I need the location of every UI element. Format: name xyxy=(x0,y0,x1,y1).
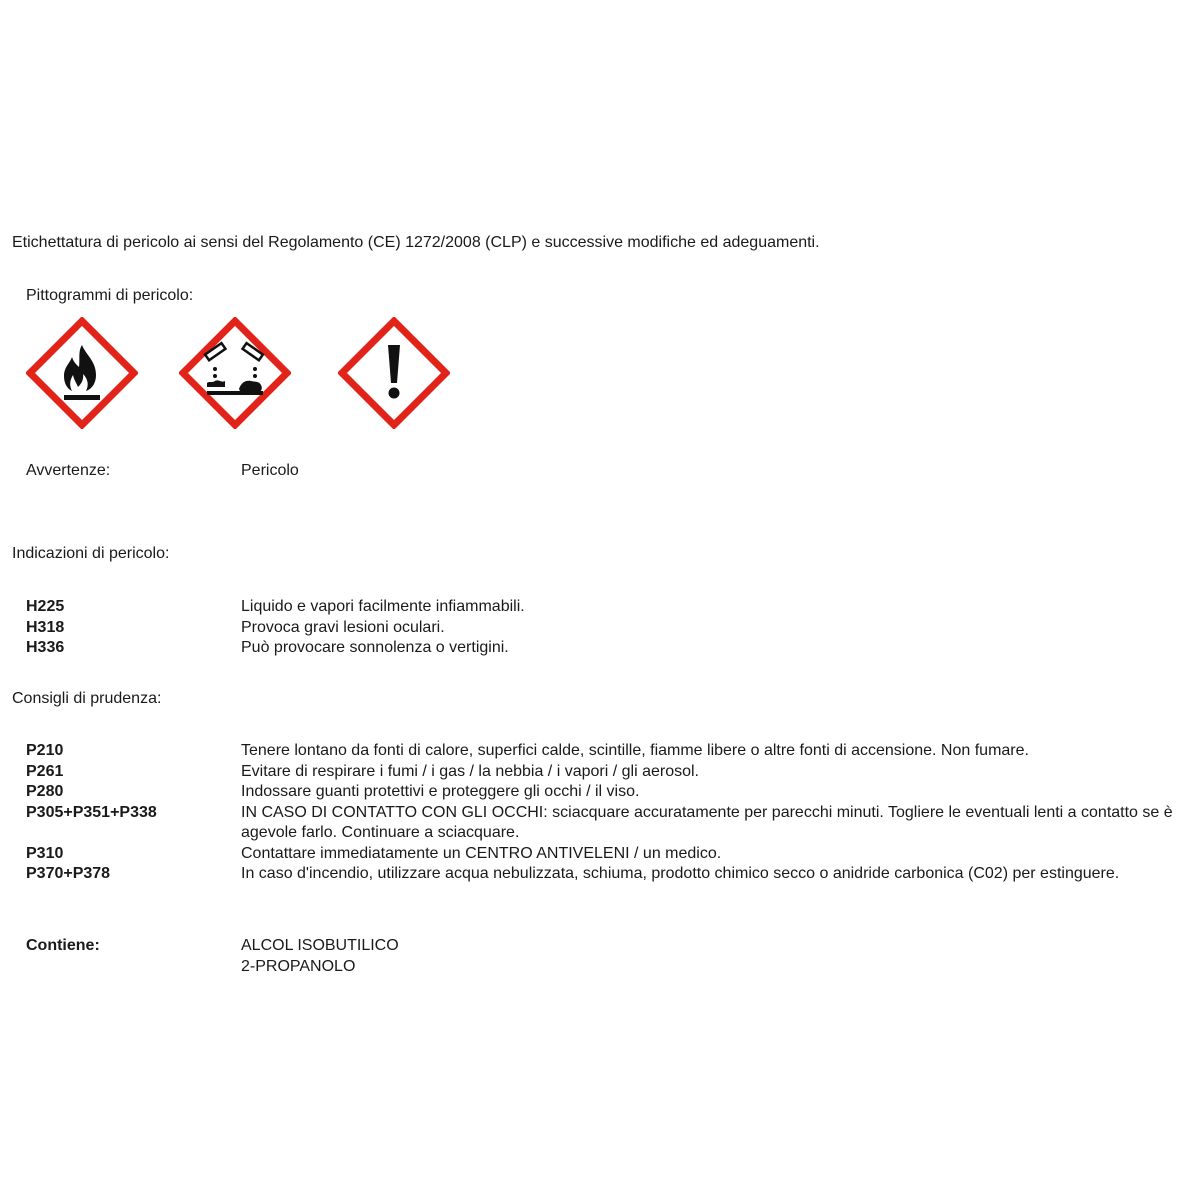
precautionary-statement xyxy=(26,864,1191,885)
flame-icon xyxy=(26,317,138,429)
intro-text: Etichettatura di pericolo ai sensi del Regolamento (CE) 1272/2008 (CLP) e successive modifiche ed adeguamenti. xyxy=(12,234,820,251)
hazard-statements-list xyxy=(26,597,1191,659)
precaution-code: P261 xyxy=(26,762,64,780)
precautionary-statement xyxy=(26,844,1191,865)
precautionary-statement xyxy=(26,741,1191,762)
hazard-code: H225 xyxy=(26,598,65,615)
hazard-statement xyxy=(26,597,1191,618)
corrosion-icon xyxy=(179,317,291,429)
contains-item: 2-PROPANOLO xyxy=(241,957,356,975)
precaution-code: P310 xyxy=(26,844,64,862)
hazard-text: Può provocare sonnolenza o vertigini. xyxy=(241,639,509,656)
contains-label: Contiene: xyxy=(26,937,100,954)
pictograms-heading: Pittogrammi di pericolo: xyxy=(26,287,194,304)
hazard-code: H318 xyxy=(26,618,65,636)
precaution-text: Contattare immediatamente un CENTRO ANTIVELENI / un medico. xyxy=(241,844,722,862)
precaution-text: Evitare di respirare i fumi / i gas / la nebbia / i vapori / gli aerosol. xyxy=(241,762,699,780)
precaution-code: P280 xyxy=(26,783,64,800)
precautionary-statements-list xyxy=(26,741,1191,885)
exclamation-mark-icon xyxy=(338,317,450,429)
precautionary-statement xyxy=(26,782,1191,803)
precaution-text: Tenere lontano da fonti di calore, superfici calde, scintille, fiamme libere o altre fonti di accensione. Non fumare. xyxy=(241,742,1029,759)
precaution-code: P370+P378 xyxy=(26,865,111,882)
hazard-statement xyxy=(26,618,1191,639)
precaution-code: P305+P351+P338 xyxy=(26,803,157,821)
precaution-text: IN CASO DI CONTATTO CON GLI OCCHI: sciacquare accuratamente per parecchi minuti. Togliere le eventuali lenti a contatto se è agevole farlo. Continuare a sciacquare. xyxy=(241,803,1173,841)
precautionary-statement xyxy=(26,803,1191,844)
signal-word-value: Pericolo xyxy=(241,462,299,479)
contains-item: ALCOL ISOBUTILICO xyxy=(241,937,399,954)
precaution-code: P210 xyxy=(26,742,64,759)
precautionary-statements-heading: Consigli di prudenza: xyxy=(12,690,162,707)
contains-list xyxy=(241,936,399,977)
hazard-statements-heading: Indicazioni di pericolo: xyxy=(12,545,170,562)
hazard-statement xyxy=(26,638,1191,659)
precaution-text: In caso d'incendio, utilizzare acqua nebulizzata, schiuma, prodotto chimico secco o anidride carbonica (C02) per estinguere. xyxy=(241,865,1120,882)
precautionary-statement xyxy=(26,762,1191,783)
hazard-text: Liquido e vapori facilmente infiammabili. xyxy=(241,598,525,615)
signal-word-label: Avvertenze: xyxy=(26,462,111,479)
hazard-code: H336 xyxy=(26,639,65,656)
precaution-text: Indossare guanti protettivi e proteggere gli occhi / il viso. xyxy=(241,783,640,800)
hazard-text: Provoca gravi lesioni oculari. xyxy=(241,618,445,636)
contains-section xyxy=(26,936,399,977)
